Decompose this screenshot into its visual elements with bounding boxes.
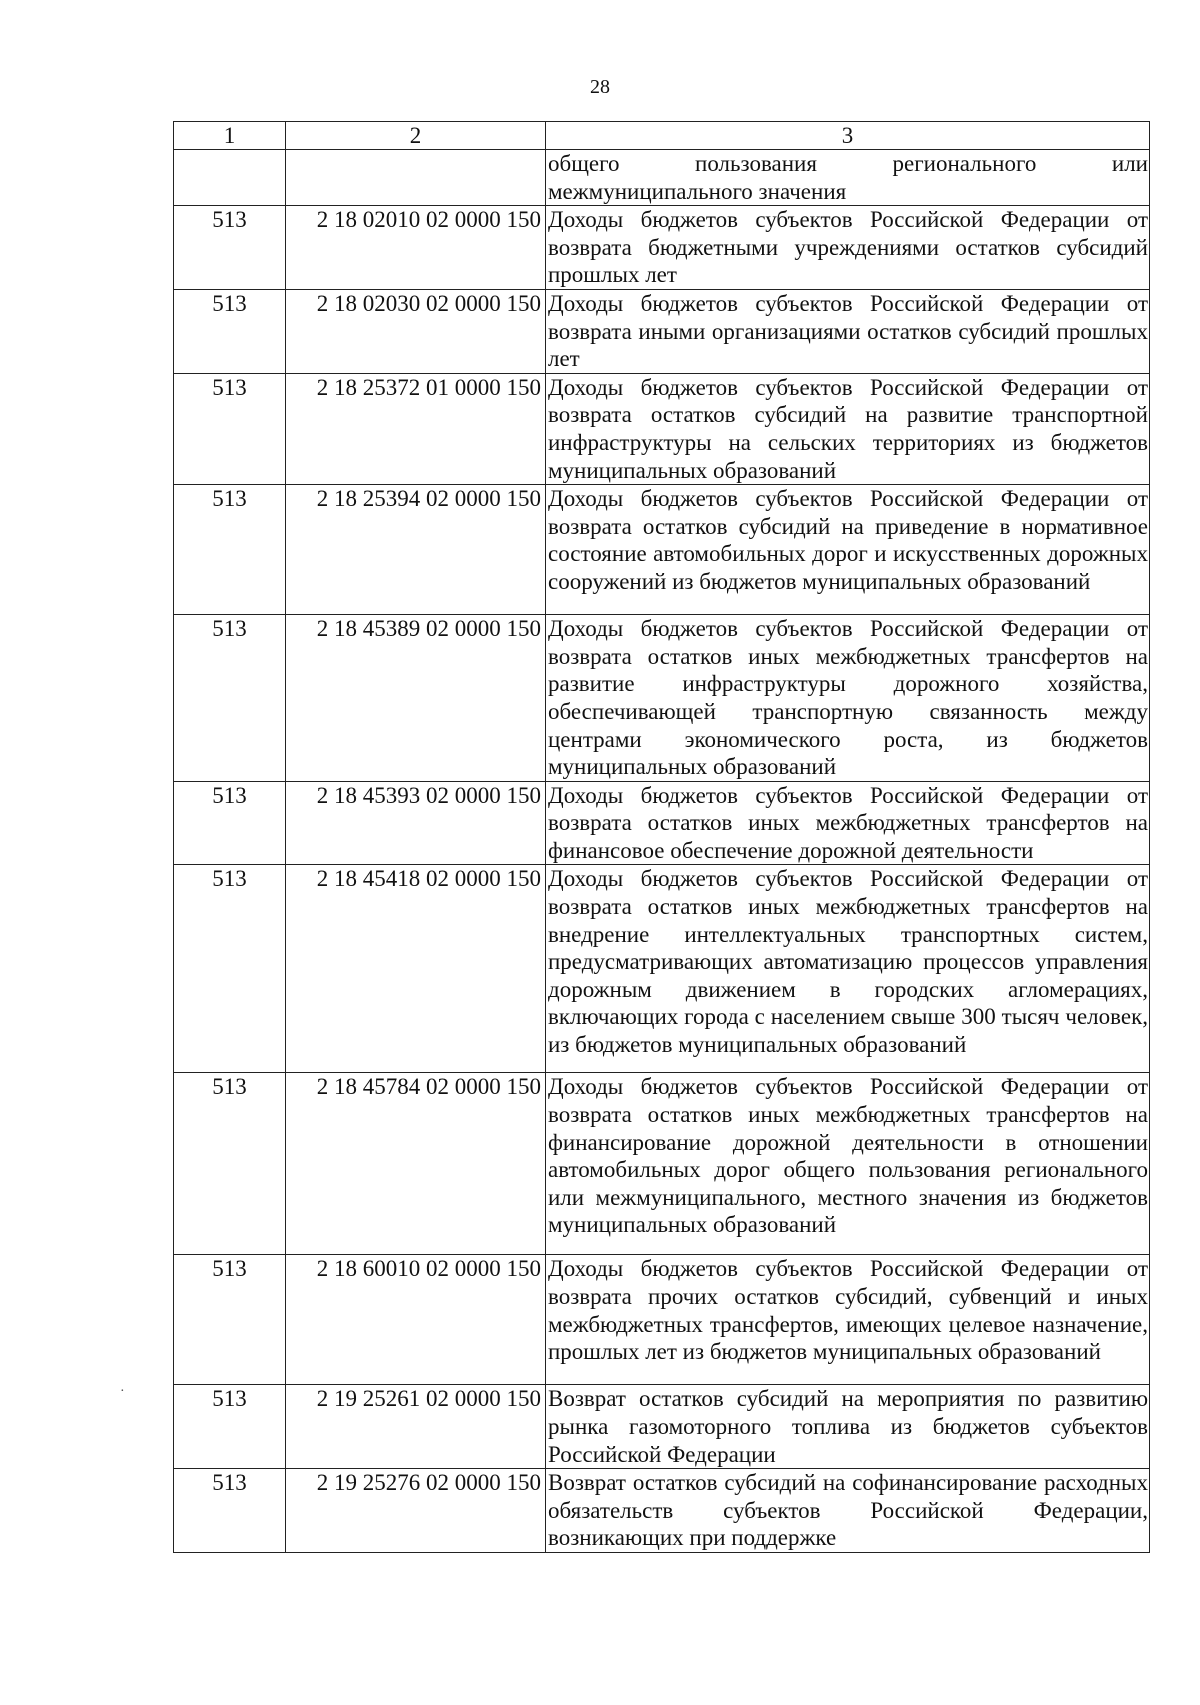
admin-code-cell: 513 [174, 289, 286, 373]
budget-code-cell: 2 18 25372 01 0000 150 [286, 373, 546, 484]
table-row [174, 1255, 1150, 1385]
admin-code-cell: 513 [174, 1255, 286, 1385]
admin-code-cell [174, 150, 286, 206]
admin-code-cell: 513 [174, 1385, 286, 1469]
scan-speck: · [120, 1384, 125, 1399]
table-row [174, 865, 1150, 1073]
budget-code-cell: 2 19 25276 02 0000 150 [286, 1469, 546, 1553]
table-row [174, 485, 1150, 615]
description-cell: Доходы бюджетов субъектов Российской Федерации от возврата иными организациями остатков субсидий прошлых лет [546, 289, 1150, 373]
header-row [174, 122, 1150, 150]
table-row [174, 781, 1150, 865]
admin-code-cell: 513 [174, 781, 286, 865]
admin-code-cell: 513 [174, 865, 286, 1073]
table-row [174, 150, 1150, 206]
description-cell: Доходы бюджетов субъектов Российской Федерации от возврата бюджетными учреждениями остатков субсидий прошлых лет [546, 206, 1150, 290]
description-cell: Возврат остатков субсидий на мероприятия по развитию рынка газомоторного топлива из бюджетов субъектов Российской Федерации [546, 1385, 1150, 1469]
description-cell: общего пользования регионального или межмуниципального значения [546, 150, 1150, 206]
budget-code-cell: 2 18 25394 02 0000 150 [286, 485, 546, 615]
description-cell: Доходы бюджетов субъектов Российской Федерации от возврата остатков иных межбюджетных трансфертов на внедрение интеллектуальных транспортных систем, предусматривающих автоматизацию процессов управления дорожным движением в городских агломерациях, включающих города с населением свыше 300 тысяч человек, из бюджетов муниципальных образований [546, 865, 1150, 1073]
header-col-3: 3 [546, 122, 1150, 150]
budget-code-cell: 2 18 02030 02 0000 150 [286, 289, 546, 373]
page-number: 28 [590, 76, 610, 98]
header-col-1: 1 [174, 122, 286, 150]
admin-code-cell: 513 [174, 206, 286, 290]
admin-code-cell: 513 [174, 373, 286, 484]
budget-code-cell: 2 18 45389 02 0000 150 [286, 615, 546, 782]
admin-code-cell: 513 [174, 1469, 286, 1553]
budget-code-cell: 2 18 45784 02 0000 150 [286, 1073, 546, 1255]
budget-code-cell [286, 150, 546, 206]
budget-code-cell: 2 18 45418 02 0000 150 [286, 865, 546, 1073]
budget-codes-table [173, 121, 1150, 1553]
description-cell: Доходы бюджетов субъектов Российской Федерации от возврата остатков субсидий на развитие транспортной инфраструктуры на сельских территориях из бюджетов муниципальных образований [546, 373, 1150, 484]
budget-code-cell: 2 19 25261 02 0000 150 [286, 1385, 546, 1469]
table-body [174, 150, 1150, 1553]
header-col-2: 2 [286, 122, 546, 150]
budget-code-cell: 2 18 02010 02 0000 150 [286, 206, 546, 290]
budget-code-cell: 2 18 45393 02 0000 150 [286, 781, 546, 865]
table-header [174, 122, 1150, 150]
description-cell: Доходы бюджетов субъектов Российской Федерации от возврата остатков иных межбюджетных трансфертов на развитие инфраструктуры дорожного хозяйства, обеспечивающей транспортную связанность между центрами экономического роста, из бюджетов муниципальных образований [546, 615, 1150, 782]
table-row [174, 1073, 1150, 1255]
table-row [174, 373, 1150, 484]
admin-code-cell: 513 [174, 485, 286, 615]
budget-code-cell: 2 18 60010 02 0000 150 [286, 1255, 546, 1385]
table-row [174, 1385, 1150, 1469]
table-row [174, 289, 1150, 373]
description-cell: Доходы бюджетов субъектов Российской Федерации от возврата прочих остатков субсидий, субвенций и иных межбюджетных трансфертов, имеющих целевое назначение, прошлых лет из бюджетов муниципальных образований [546, 1255, 1150, 1385]
description-cell: Возврат остатков субсидий на софинансирование расходных обязательств субъектов Российской Федерации, возникающих при поддержке [546, 1469, 1150, 1553]
description-cell: Доходы бюджетов субъектов Российской Федерации от возврата остатков иных межбюджетных трансфертов на финансирование дорожной деятельности в отношении автомобильных дорог общего пользования регионального или межмуниципального, местного значения из бюджетов муниципальных образований [546, 1073, 1150, 1255]
description-cell: Доходы бюджетов субъектов Российской Федерации от возврата остатков субсидий на приведение в нормативное состояние автомобильных дорог и искусственных дорожных сооружений из бюджетов муниципальных образований [546, 485, 1150, 615]
admin-code-cell: 513 [174, 1073, 286, 1255]
admin-code-cell: 513 [174, 615, 286, 782]
description-cell: Доходы бюджетов субъектов Российской Федерации от возврата остатков иных межбюджетных трансфертов на финансовое обеспечение дорожной деятельности [546, 781, 1150, 865]
table-row [174, 206, 1150, 290]
table-row [174, 615, 1150, 782]
table-row [174, 1469, 1150, 1553]
